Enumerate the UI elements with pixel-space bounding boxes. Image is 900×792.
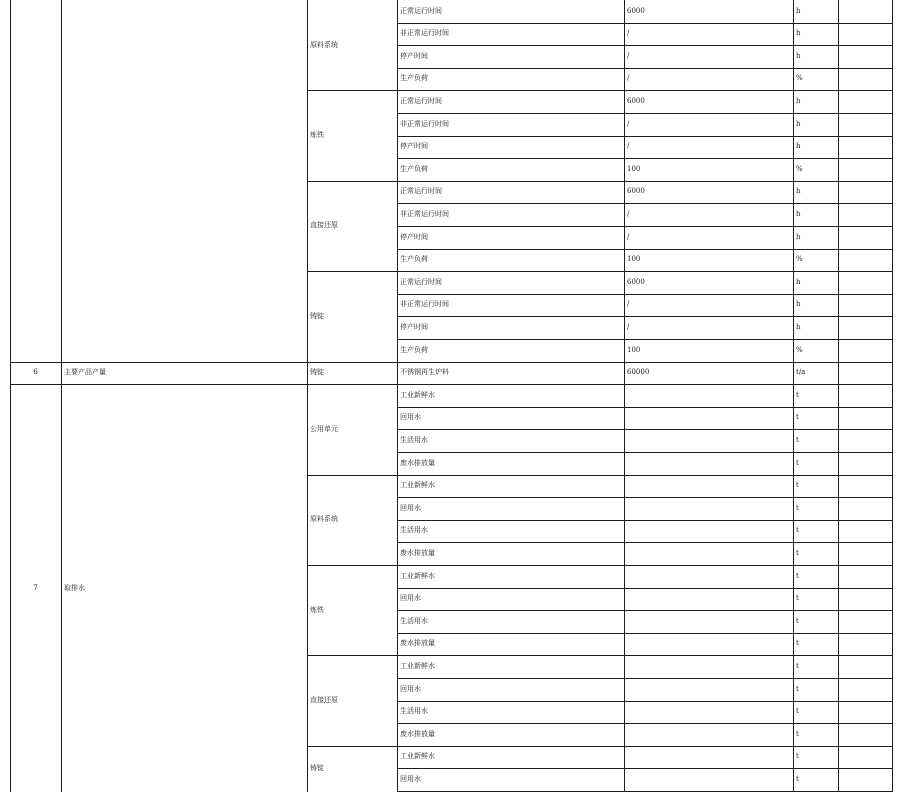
item-value: / — [627, 74, 630, 83]
item-unit: % — [796, 255, 803, 264]
item-value — [627, 429, 790, 452]
item-unit: h — [796, 6, 801, 15]
table-border — [892, 0, 893, 792]
item-label: 工业新鲜水 — [400, 752, 435, 761]
item-unit: % — [796, 345, 803, 354]
item-value: 100 — [627, 345, 641, 354]
item-label: 正常运行时间 — [400, 97, 442, 106]
item-value: 60000 — [627, 368, 650, 377]
item-label: 非正常运行时间 — [400, 29, 449, 38]
item-value — [627, 407, 790, 430]
item-value — [627, 701, 790, 724]
item-value: / — [627, 51, 630, 60]
item-value: / — [627, 142, 630, 151]
item-value — [627, 746, 790, 769]
item-value — [627, 384, 790, 407]
item-unit: t — [796, 390, 799, 399]
item-value: 6000 — [627, 277, 645, 286]
table-border — [838, 0, 839, 792]
item-label: 工业新鲜水 — [400, 662, 435, 671]
item-label: 停产时间 — [400, 51, 428, 60]
item-unit: % — [796, 164, 803, 173]
item-label: 生活用水 — [400, 707, 428, 716]
item-unit: h — [796, 210, 801, 219]
item-label: 废水排放量 — [400, 549, 435, 558]
item-label: 生产负荷 — [400, 255, 428, 264]
item-value: 6000 — [627, 6, 645, 15]
item-label: 非正常运行时间 — [400, 210, 449, 219]
item-label: 回用水 — [400, 775, 421, 784]
item-value — [627, 588, 790, 611]
item-label: 回用水 — [400, 413, 421, 422]
item-unit: t — [796, 639, 799, 648]
item-value — [627, 768, 790, 791]
item-unit: t — [796, 436, 799, 445]
item-value — [627, 520, 790, 543]
item-label: 非正常运行时间 — [400, 300, 449, 309]
item-value — [627, 452, 790, 475]
item-unit: h — [796, 277, 801, 286]
item-unit: t — [796, 481, 799, 490]
item-unit: t — [796, 752, 799, 761]
system-name: 铸锭 — [310, 368, 324, 377]
item-unit: h — [796, 232, 801, 241]
system-name: 炼铁 — [310, 605, 324, 614]
item-value — [627, 610, 790, 633]
item-unit: t — [796, 707, 799, 716]
system-name: 直接还原 — [310, 221, 338, 230]
item-value — [627, 542, 790, 565]
item-label: 工业新鲜水 — [400, 390, 435, 399]
item-label: 废水排放量 — [400, 458, 435, 467]
item-value — [627, 565, 790, 588]
system-name: 原料系统 — [310, 515, 338, 524]
system-name: 原料系统 — [310, 40, 338, 49]
item-unit: t/a — [796, 368, 806, 377]
item-value: 100 — [627, 255, 641, 264]
item-unit: t — [796, 413, 799, 422]
item-unit: h — [796, 119, 801, 128]
item-unit: h — [796, 142, 801, 151]
item-value: / — [627, 300, 630, 309]
item-value: / — [627, 210, 630, 219]
system-name: 铸锭 — [310, 311, 324, 320]
item-value: / — [627, 323, 630, 332]
item-value — [627, 475, 790, 498]
item-label: 停产时间 — [400, 323, 428, 332]
item-unit: h — [796, 97, 801, 106]
item-unit: t — [796, 571, 799, 580]
item-label: 生产负荷 — [400, 345, 428, 354]
item-value — [627, 723, 790, 746]
item-label: 工业新鲜水 — [400, 571, 435, 580]
system-name: 铸锭 — [310, 764, 324, 773]
item-unit: h — [796, 323, 801, 332]
item-unit: t — [796, 458, 799, 467]
row-name: 取排水 — [64, 583, 85, 592]
table-border — [307, 0, 308, 792]
item-unit: h — [796, 187, 801, 196]
system-name: 直接还原 — [310, 695, 338, 704]
item-value — [627, 678, 790, 701]
item-label: 正常运行时间 — [400, 277, 442, 286]
row-number: 7 — [33, 583, 38, 592]
item-label: 不锈钢再生炉料 — [400, 368, 449, 377]
item-value: / — [627, 119, 630, 128]
item-unit: t — [796, 729, 799, 738]
item-label: 生活用水 — [400, 526, 428, 535]
item-unit: h — [796, 51, 801, 60]
item-value: 100 — [627, 164, 641, 173]
table-border — [61, 0, 62, 792]
item-label: 非正常运行时间 — [400, 119, 449, 128]
item-label: 废水排放量 — [400, 639, 435, 648]
system-name: 公用单元 — [310, 424, 338, 433]
item-unit: t — [796, 616, 799, 625]
item-label: 工业新鲜水 — [400, 481, 435, 490]
item-unit: t — [796, 549, 799, 558]
item-unit: h — [796, 300, 801, 309]
item-value: 6000 — [627, 187, 645, 196]
item-label: 停产时间 — [400, 142, 428, 151]
item-label: 生活用水 — [400, 436, 428, 445]
item-label: 生活用水 — [400, 616, 428, 625]
item-unit: % — [796, 74, 803, 83]
item-label: 回用水 — [400, 684, 421, 693]
item-value — [627, 633, 790, 656]
item-unit: t — [796, 662, 799, 671]
row-number: 6 — [33, 368, 38, 377]
item-value — [627, 497, 790, 520]
item-value: / — [627, 232, 630, 241]
item-label: 生产负荷 — [400, 74, 428, 83]
item-label: 正常运行时间 — [400, 187, 442, 196]
table-border — [397, 0, 398, 792]
item-value: 6000 — [627, 97, 645, 106]
item-value: / — [627, 29, 630, 38]
item-unit: t — [796, 503, 799, 512]
item-unit: h — [796, 29, 801, 38]
table-border — [624, 0, 625, 792]
item-label: 停产时间 — [400, 232, 428, 241]
table-border — [10, 0, 11, 792]
row-name: 主要产品产量 — [64, 368, 106, 377]
item-label: 正常运行时间 — [400, 6, 442, 15]
item-unit: t — [796, 684, 799, 693]
item-label: 回用水 — [400, 594, 421, 603]
item-unit: t — [796, 526, 799, 535]
item-unit: t — [796, 594, 799, 603]
item-label: 回用水 — [400, 503, 421, 512]
item-label: 生产负荷 — [400, 164, 428, 173]
system-name: 炼铁 — [310, 130, 324, 139]
item-label: 废水排放量 — [400, 729, 435, 738]
item-unit: t — [796, 775, 799, 784]
item-value — [627, 655, 790, 678]
table-border — [793, 0, 794, 792]
